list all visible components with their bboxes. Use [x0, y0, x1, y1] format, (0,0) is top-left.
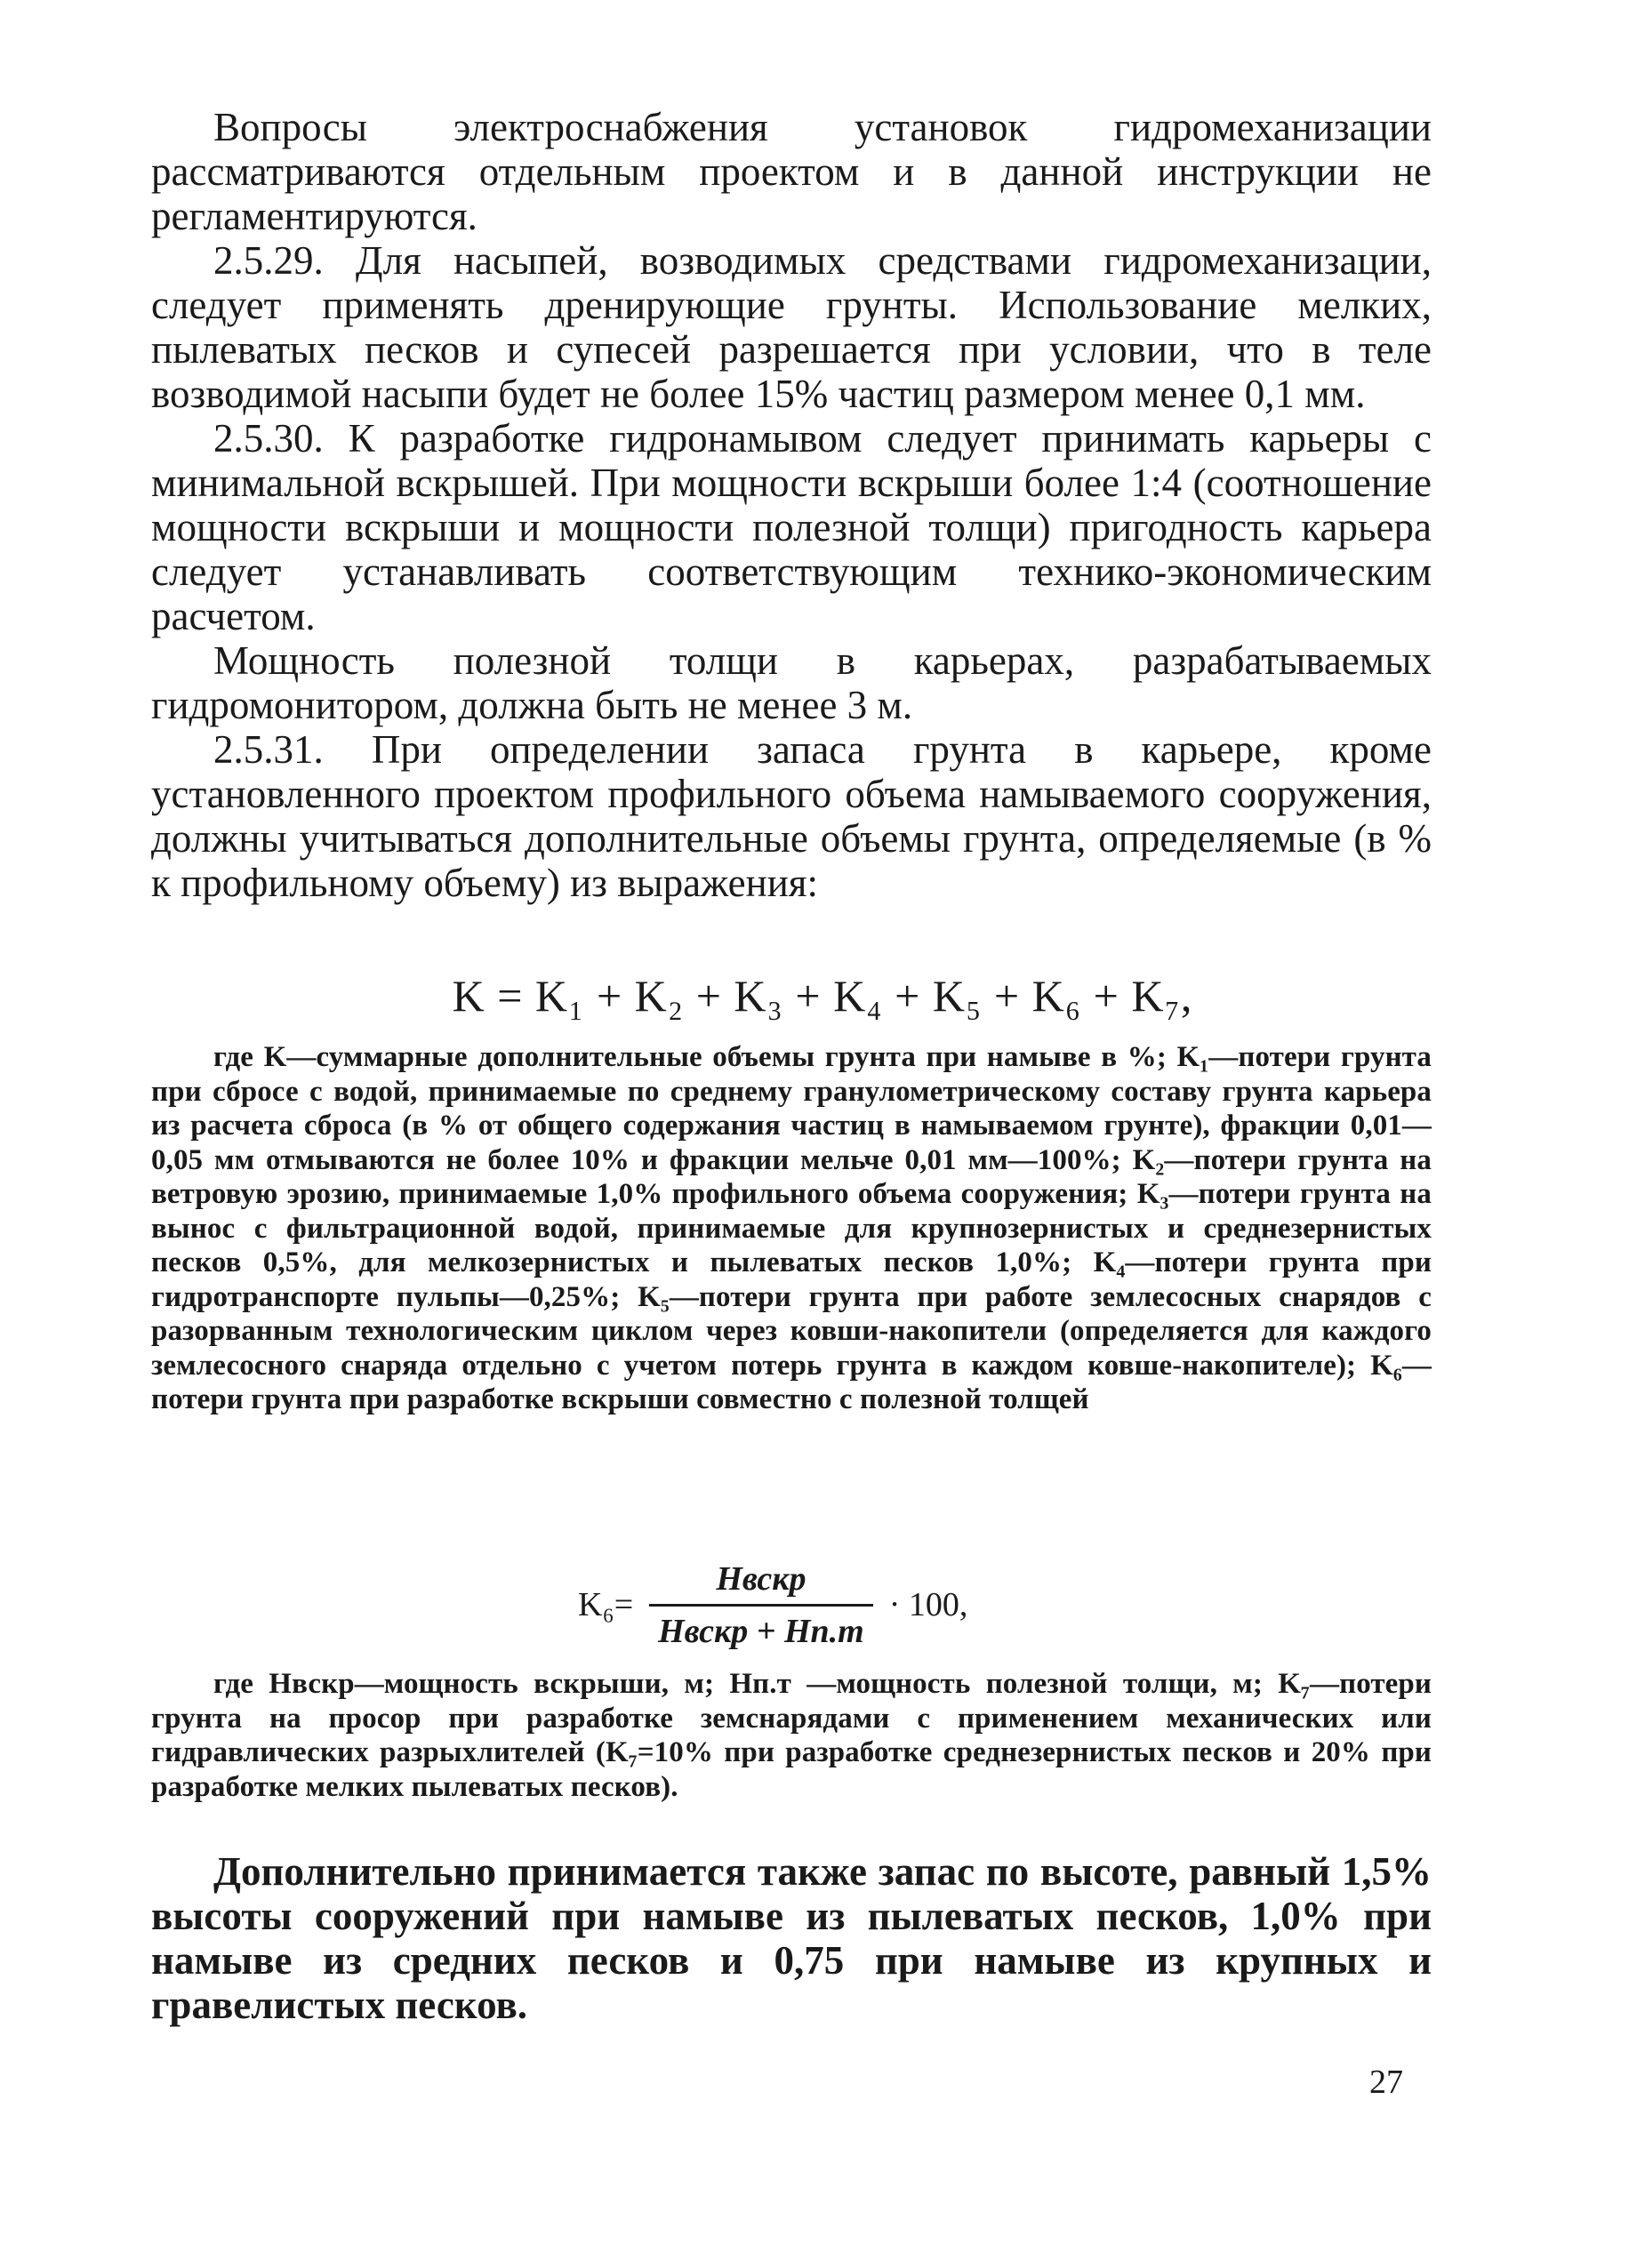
paragraph-quarry-thickness: Мощность полезной толщи в карьерах, разрабатываемых гидромонитором, должна быть не менее 3 м. — [151, 638, 1432, 727]
page-number: 27 — [1369, 2064, 1403, 2101]
paragraph-2-5-29: 2.5.29. Для насыпей, возводимых средствами гидромеханизации, следует применять дренирующие грунты. Использование мелких, пылеватых песков и супесей разрешается при условии, что в теле возводимой насыпи будет не более 15% частиц размером менее 0,1 мм. — [151, 238, 1432, 416]
definitions-k1-k6: где K—суммарные дополнительные объемы грунта при намыве в %; K₁—потери грунта при сбросе с водой, принимаемые по среднему гранулометрическому составу грунта карьера из расчета сброса (в % от общего содержания частиц в намываемом грунте), фракции 0,01—0,05 мм отмываются не более 10% и фракции мельче 0,01 мм—100%; K₂—потери грунта на ветровую эрозию, принимаемые 1,0% профильного объема сооружения; K₃—потери грунта на вынос с фильтрационной водой, принимаемые для крупнозернистых и среднезернистых песков 0,5%, для мелкозернистых и пылеватых песков 1,0%; K₄—потери грунта при гидротранспорте пульпы—0,25%; K₅—потери грунта при работе землесосных снарядов с разорванным технологическим циклом через ковши-накопители (определяется для каждого землесосного снаряда отдельно с учетом потерь грунта в каждом ковше-накопителе); K₆—потери грунта при разработке вскрыши совместно с полезной толщей — [151, 1041, 1432, 1415]
bottom-text-block — [151, 1849, 1432, 2027]
formula-k6-lhs: K₆= — [578, 1586, 634, 1623]
paragraph-power-supply: Вопросы электроснабжения установок гидромеханизации рассматриваются отдельным проектом и в данной инструкции не регламентируются. — [151, 105, 1432, 238]
paragraph-2-5-31: 2.5.31. При определении запаса грунта в карьере, кроме установленного проектом профильного объема намываемого сооружения, должны учитываться дополнительные объемы грунта, определяемые (в % к профильному объему) из выражения: — [151, 727, 1432, 905]
paragraph-height-reserve: Дополнительно принимается также запас по высоте, равный 1,5% высоты сооружений при намыве из пылеватых песков, 1,0% при намыве из средних песков и 0,75 при намыве из крупных и гравелистых песков. — [151, 1849, 1432, 2027]
formula-k-sum: K = K₁ + K₂ + K₃ + K₄ + K₅ + K₆ + K₇, — [452, 971, 1193, 1021]
definitions-block-2 — [151, 1667, 1432, 1804]
definitions-hvskr-k7: где Hвскр—мощность вскрыши, м; Hп.т —мощность полезной толщи, м; K₇—потери грунта на просор при разработке земснарядами с применением механических или гидравлических разрыхлителей (K₇=10% при разработке среднезернистых песков и 20% при разработке мелких пылеватых песков). — [151, 1668, 1432, 1803]
formula-k6-rhs: · 100, — [888, 1586, 968, 1623]
formula-k6-denominator: Hвскр + Hп.т — [649, 1604, 873, 1651]
formula-k6 — [578, 1551, 967, 1658]
formula-k6-numerator: Hвскр — [716, 1559, 806, 1598]
paragraph-2-5-30: 2.5.30. К разработке гидронамывом следует принимать карьеры с минимальной вскрышей. При мощности вскрыши более 1:4 (соотношение мощности вскрыши и мощности полезной толщи) пригодность карьера следует устанавливать соответствующим технико-экономическим расчетом. — [151, 416, 1432, 638]
formula-k6-fraction — [649, 1559, 873, 1651]
top-text-block — [151, 105, 1432, 905]
definitions-block-1 — [151, 1040, 1432, 1417]
